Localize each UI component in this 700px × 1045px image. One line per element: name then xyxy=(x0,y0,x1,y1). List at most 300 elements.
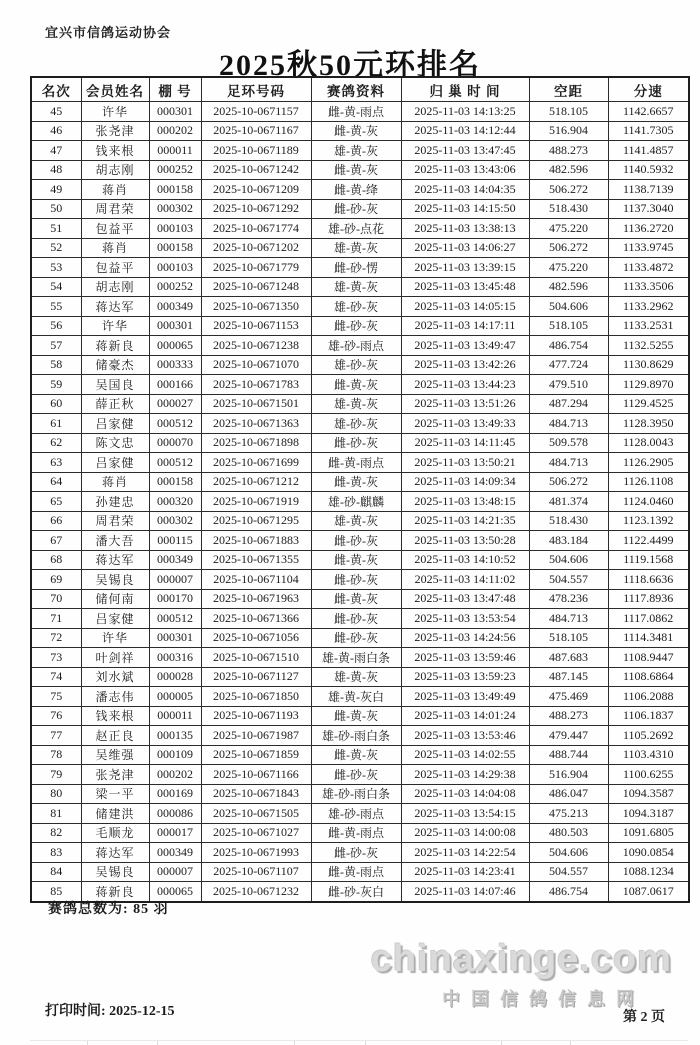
cell-return-time: 2025-11-03 13:48:15 xyxy=(401,492,529,512)
cell-pigeon-info: 雌-黄-灰 xyxy=(311,160,401,180)
cell-return-time: 2025-11-03 13:49:33 xyxy=(401,414,529,434)
cell-loft-number: 000170 xyxy=(149,589,201,609)
table-row xyxy=(31,511,689,531)
cell-rank: 69 xyxy=(31,570,81,590)
print-time: 打印时间: 2025-12-15 xyxy=(45,1004,175,1019)
cell-ring-number: 2025-10-0671056 xyxy=(201,628,311,648)
table-row xyxy=(31,687,689,707)
cell-loft-number: 000302 xyxy=(149,511,201,531)
cell-member-name: 周君荣 xyxy=(81,511,149,531)
table-row xyxy=(31,355,689,375)
cell-loft-number: 000028 xyxy=(149,667,201,687)
cell-pigeon-info: 雄-黄-灰 xyxy=(311,667,401,687)
table-header xyxy=(31,77,689,102)
cell-speed: 1130.8629 xyxy=(608,355,689,375)
cell-loft-number: 000301 xyxy=(149,316,201,336)
cell-ring-number: 2025-10-0671027 xyxy=(201,823,311,843)
cell-return-time: 2025-11-03 13:47:45 xyxy=(401,141,529,161)
table-row xyxy=(31,531,689,551)
cell-distance: 487.294 xyxy=(529,394,608,414)
cell-ring-number: 2025-10-0671127 xyxy=(201,667,311,687)
cell-distance: 482.596 xyxy=(529,160,608,180)
cell-ring-number: 2025-10-0671505 xyxy=(201,804,311,824)
cell-member-name: 蒋肖 xyxy=(81,472,149,492)
cell-ring-number: 2025-10-0671993 xyxy=(201,843,311,863)
cell-distance: 509.578 xyxy=(529,433,608,453)
cell-distance: 488.744 xyxy=(529,745,608,765)
cell-rank: 68 xyxy=(31,550,81,570)
cell-ring-number: 2025-10-0671107 xyxy=(201,862,311,882)
cell-distance: 518.105 xyxy=(529,316,608,336)
cell-return-time: 2025-11-03 14:10:52 xyxy=(401,550,529,570)
cell-pigeon-info: 雌-黄-灰 xyxy=(311,121,401,141)
table-row xyxy=(31,804,689,824)
cell-ring-number: 2025-10-0671898 xyxy=(201,433,311,453)
table-row xyxy=(31,199,689,219)
cell-member-name: 蒋新良 xyxy=(81,336,149,356)
cell-loft-number: 000158 xyxy=(149,238,201,258)
cell-rank: 45 xyxy=(31,102,81,122)
cell-rank: 65 xyxy=(31,492,81,512)
header-return-time: 归 巢 时 间 xyxy=(401,77,529,102)
cell-member-name: 叶剑祥 xyxy=(81,648,149,668)
cell-speed: 1137.3040 xyxy=(608,199,689,219)
cell-ring-number: 2025-10-0671238 xyxy=(201,336,311,356)
table-row xyxy=(31,219,689,239)
cell-ring-number: 2025-10-0671157 xyxy=(201,102,311,122)
cell-pigeon-info: 雌-黄-灰 xyxy=(311,550,401,570)
cell-distance: 516.904 xyxy=(529,121,608,141)
cell-return-time: 2025-11-03 14:07:46 xyxy=(401,882,529,902)
cell-speed: 1124.0460 xyxy=(608,492,689,512)
cell-loft-number: 000070 xyxy=(149,433,201,453)
cell-pigeon-info: 雄-黄-灰 xyxy=(311,141,401,161)
cell-member-name: 刘水斌 xyxy=(81,667,149,687)
cell-member-name: 蒋达军 xyxy=(81,550,149,570)
cell-loft-number: 000349 xyxy=(149,843,201,863)
cell-ring-number: 2025-10-0671209 xyxy=(201,180,311,200)
table-row xyxy=(31,160,689,180)
cell-member-name: 许华 xyxy=(81,316,149,336)
cell-return-time: 2025-11-03 14:06:27 xyxy=(401,238,529,258)
cell-distance: 487.683 xyxy=(529,648,608,668)
cell-ring-number: 2025-10-0671510 xyxy=(201,648,311,668)
cell-loft-number: 000065 xyxy=(149,882,201,902)
cell-ring-number: 2025-10-0671248 xyxy=(201,277,311,297)
cell-loft-number: 000103 xyxy=(149,258,201,278)
cell-rank: 56 xyxy=(31,316,81,336)
cell-rank: 78 xyxy=(31,745,81,765)
cell-loft-number: 000333 xyxy=(149,355,201,375)
cell-rank: 64 xyxy=(31,472,81,492)
cell-member-name: 储何南 xyxy=(81,589,149,609)
cell-return-time: 2025-11-03 13:44:23 xyxy=(401,375,529,395)
cell-member-name: 蒋肖 xyxy=(81,238,149,258)
cell-member-name: 吕家健 xyxy=(81,414,149,434)
cell-loft-number: 000086 xyxy=(149,804,201,824)
cell-loft-number: 000252 xyxy=(149,277,201,297)
cell-loft-number: 000301 xyxy=(149,102,201,122)
cell-return-time: 2025-11-03 13:53:54 xyxy=(401,609,529,629)
ranking-table xyxy=(30,76,690,903)
header-loft-number: 棚 号 xyxy=(149,77,201,102)
table-row xyxy=(31,843,689,863)
table-row xyxy=(31,862,689,882)
cell-distance: 504.606 xyxy=(529,843,608,863)
table-row xyxy=(31,297,689,317)
table-row xyxy=(31,277,689,297)
cell-speed: 1090.0854 xyxy=(608,843,689,863)
cell-distance: 518.430 xyxy=(529,511,608,531)
table-row xyxy=(31,394,689,414)
cell-return-time: 2025-11-03 13:53:46 xyxy=(401,726,529,746)
table-row xyxy=(31,414,689,434)
watermark-chinese-site-name: 中国信鸽信息网 xyxy=(442,989,645,1009)
cell-loft-number: 000349 xyxy=(149,297,201,317)
organization-name: 宜兴市信鸽运动协会 xyxy=(45,25,172,40)
cell-ring-number: 2025-10-0671070 xyxy=(201,355,311,375)
cell-distance: 475.213 xyxy=(529,804,608,824)
cell-rank: 66 xyxy=(31,511,81,531)
cell-ring-number: 2025-10-0671363 xyxy=(201,414,311,434)
cell-pigeon-info: 雌-黄-雨点 xyxy=(311,453,401,473)
cell-ring-number: 2025-10-0671189 xyxy=(201,141,311,161)
cell-speed: 1142.6657 xyxy=(608,102,689,122)
cell-distance: 486.754 xyxy=(529,882,608,902)
cell-member-name: 吴锡良 xyxy=(81,862,149,882)
cell-return-time: 2025-11-03 14:22:54 xyxy=(401,843,529,863)
cell-pigeon-info: 雄-黄-灰白 xyxy=(311,687,401,707)
cell-ring-number: 2025-10-0671212 xyxy=(201,472,311,492)
cell-ring-number: 2025-10-0671153 xyxy=(201,316,311,336)
cell-member-name: 蒋新良 xyxy=(81,882,149,902)
table-row xyxy=(31,102,689,122)
cell-speed: 1133.2531 xyxy=(608,316,689,336)
cell-return-time: 2025-11-03 14:29:38 xyxy=(401,765,529,785)
cell-ring-number: 2025-10-0671167 xyxy=(201,121,311,141)
cell-speed: 1103.4310 xyxy=(608,745,689,765)
cell-ring-number: 2025-10-0671963 xyxy=(201,589,311,609)
cell-rank: 49 xyxy=(31,180,81,200)
table-row xyxy=(31,316,689,336)
cell-rank: 72 xyxy=(31,628,81,648)
cell-return-time: 2025-11-03 14:23:41 xyxy=(401,862,529,882)
cell-ring-number: 2025-10-0671783 xyxy=(201,375,311,395)
cell-speed: 1126.1108 xyxy=(608,472,689,492)
cell-return-time: 2025-11-03 13:54:15 xyxy=(401,804,529,824)
table-row xyxy=(31,238,689,258)
cell-speed: 1133.2962 xyxy=(608,297,689,317)
table-row xyxy=(31,726,689,746)
cell-speed: 1136.2720 xyxy=(608,219,689,239)
cell-pigeon-info: 雄-砂-灰 xyxy=(311,414,401,434)
cell-loft-number: 000512 xyxy=(149,609,201,629)
cell-rank: 52 xyxy=(31,238,81,258)
cell-rank: 63 xyxy=(31,453,81,473)
cell-ring-number: 2025-10-0671242 xyxy=(201,160,311,180)
cell-loft-number: 000158 xyxy=(149,472,201,492)
cell-return-time: 2025-11-03 14:11:45 xyxy=(401,433,529,453)
cell-speed: 1129.4525 xyxy=(608,394,689,414)
cell-speed: 1088.1234 xyxy=(608,862,689,882)
watermark-chinaxinge-logo: chinaxinge.com xyxy=(370,938,672,980)
cell-ring-number: 2025-10-0671987 xyxy=(201,726,311,746)
cell-ring-number: 2025-10-0671699 xyxy=(201,453,311,473)
cell-member-name: 张尧津 xyxy=(81,121,149,141)
cell-distance: 504.557 xyxy=(529,862,608,882)
cell-member-name: 陈文忠 xyxy=(81,433,149,453)
table-row xyxy=(31,472,689,492)
cell-return-time: 2025-11-03 13:49:47 xyxy=(401,336,529,356)
cell-speed: 1114.3481 xyxy=(608,628,689,648)
cell-ring-number: 2025-10-0671843 xyxy=(201,784,311,804)
cell-pigeon-info: 雄-砂-雨白条 xyxy=(311,726,401,746)
header-pigeon-info: 赛鸽资料 xyxy=(311,77,401,102)
table-row xyxy=(31,492,689,512)
cell-pigeon-info: 雌-砂-灰 xyxy=(311,531,401,551)
cell-distance: 477.724 xyxy=(529,355,608,375)
cell-speed: 1105.2692 xyxy=(608,726,689,746)
cell-member-name: 孙建忠 xyxy=(81,492,149,512)
cell-pigeon-info: 雄-砂-雨点 xyxy=(311,336,401,356)
cell-return-time: 2025-11-03 14:04:35 xyxy=(401,180,529,200)
cell-rank: 61 xyxy=(31,414,81,434)
cell-member-name: 储建洪 xyxy=(81,804,149,824)
table-row xyxy=(31,433,689,453)
cell-distance: 475.220 xyxy=(529,219,608,239)
cell-speed: 1123.1392 xyxy=(608,511,689,531)
cell-member-name: 吴维强 xyxy=(81,745,149,765)
cell-rank: 77 xyxy=(31,726,81,746)
cell-distance: 481.374 xyxy=(529,492,608,512)
next-table-top-edge xyxy=(30,1040,688,1045)
cell-distance: 483.184 xyxy=(529,531,608,551)
cell-speed: 1133.9745 xyxy=(608,238,689,258)
cell-ring-number: 2025-10-0671350 xyxy=(201,297,311,317)
cell-member-name: 张尧津 xyxy=(81,765,149,785)
cell-rank: 81 xyxy=(31,804,81,824)
cell-return-time: 2025-11-03 14:15:50 xyxy=(401,199,529,219)
cell-ring-number: 2025-10-0671355 xyxy=(201,550,311,570)
cell-ring-number: 2025-10-0671850 xyxy=(201,687,311,707)
cell-pigeon-info: 雌-砂-灰 xyxy=(311,628,401,648)
cell-distance: 486.754 xyxy=(529,336,608,356)
cell-return-time: 2025-11-03 13:59:46 xyxy=(401,648,529,668)
cell-rank: 74 xyxy=(31,667,81,687)
cell-loft-number: 000027 xyxy=(149,394,201,414)
cell-member-name: 许华 xyxy=(81,102,149,122)
cell-distance: 475.469 xyxy=(529,687,608,707)
cell-loft-number: 000017 xyxy=(149,823,201,843)
cell-rank: 73 xyxy=(31,648,81,668)
cell-speed: 1128.3950 xyxy=(608,414,689,434)
cell-return-time: 2025-11-03 14:13:25 xyxy=(401,102,529,122)
cell-distance: 518.105 xyxy=(529,102,608,122)
cell-speed: 1132.5255 xyxy=(608,336,689,356)
cell-rank: 80 xyxy=(31,784,81,804)
cell-pigeon-info: 雄-砂-灰 xyxy=(311,355,401,375)
cell-loft-number: 000103 xyxy=(149,219,201,239)
cell-member-name: 周君荣 xyxy=(81,199,149,219)
cell-loft-number: 000202 xyxy=(149,765,201,785)
table-row xyxy=(31,589,689,609)
page-number: 第 2 页 xyxy=(623,1010,665,1025)
cell-pigeon-info: 雌-砂-灰 xyxy=(311,433,401,453)
cell-member-name: 蒋达军 xyxy=(81,297,149,317)
cell-ring-number: 2025-10-0671779 xyxy=(201,258,311,278)
cell-return-time: 2025-11-03 14:02:55 xyxy=(401,745,529,765)
cell-rank: 59 xyxy=(31,375,81,395)
cell-member-name: 毛顺龙 xyxy=(81,823,149,843)
cell-loft-number: 000252 xyxy=(149,160,201,180)
table-header-row xyxy=(31,77,689,102)
cell-rank: 60 xyxy=(31,394,81,414)
table-row xyxy=(31,667,689,687)
cell-distance: 482.596 xyxy=(529,277,608,297)
cell-rank: 67 xyxy=(31,531,81,551)
cell-rank: 57 xyxy=(31,336,81,356)
cell-ring-number: 2025-10-0671166 xyxy=(201,765,311,785)
cell-ring-number: 2025-10-0671202 xyxy=(201,238,311,258)
cell-pigeon-info: 雌-黄-绛 xyxy=(311,180,401,200)
cell-return-time: 2025-11-03 13:49:49 xyxy=(401,687,529,707)
cell-return-time: 2025-11-03 13:45:48 xyxy=(401,277,529,297)
header-member-name: 会员姓名 xyxy=(81,77,149,102)
cell-speed: 1108.6864 xyxy=(608,667,689,687)
ranking-table-body xyxy=(31,102,689,902)
cell-return-time: 2025-11-03 13:42:26 xyxy=(401,355,529,375)
cell-ring-number: 2025-10-0671859 xyxy=(201,745,311,765)
table-row xyxy=(31,609,689,629)
cell-loft-number: 000349 xyxy=(149,550,201,570)
cell-rank: 55 xyxy=(31,297,81,317)
cell-pigeon-info: 雌-黄-灰 xyxy=(311,589,401,609)
table-row xyxy=(31,628,689,648)
cell-pigeon-info: 雌-黄-灰 xyxy=(311,472,401,492)
cell-speed: 1141.4857 xyxy=(608,141,689,161)
cell-distance: 506.272 xyxy=(529,238,608,258)
cell-pigeon-info: 雄-砂-雨白条 xyxy=(311,784,401,804)
cell-loft-number: 000109 xyxy=(149,745,201,765)
cell-rank: 79 xyxy=(31,765,81,785)
cell-speed: 1133.4872 xyxy=(608,258,689,278)
cell-member-name: 薛正秋 xyxy=(81,394,149,414)
cell-pigeon-info: 雌-黄-灰 xyxy=(311,745,401,765)
cell-speed: 1129.8970 xyxy=(608,375,689,395)
cell-member-name: 储豪杰 xyxy=(81,355,149,375)
cell-member-name: 梁一平 xyxy=(81,784,149,804)
cell-speed: 1118.6636 xyxy=(608,570,689,590)
header-ring-number: 足环号码 xyxy=(201,77,311,102)
cell-distance: 479.447 xyxy=(529,726,608,746)
cell-ring-number: 2025-10-0671292 xyxy=(201,199,311,219)
cell-loft-number: 000011 xyxy=(149,141,201,161)
cell-return-time: 2025-11-03 14:24:56 xyxy=(401,628,529,648)
cell-return-time: 2025-11-03 14:17:11 xyxy=(401,316,529,336)
cell-return-time: 2025-11-03 13:50:21 xyxy=(401,453,529,473)
cell-distance: 516.904 xyxy=(529,765,608,785)
table-row xyxy=(31,648,689,668)
table-row xyxy=(31,765,689,785)
cell-rank: 48 xyxy=(31,160,81,180)
table-row xyxy=(31,258,689,278)
cell-distance: 506.272 xyxy=(529,472,608,492)
cell-speed: 1091.6805 xyxy=(608,823,689,843)
cell-distance: 475.220 xyxy=(529,258,608,278)
cell-distance: 487.145 xyxy=(529,667,608,687)
cell-speed: 1094.3187 xyxy=(608,804,689,824)
cell-rank: 84 xyxy=(31,862,81,882)
table-row xyxy=(31,823,689,843)
cell-pigeon-info: 雌-砂-灰 xyxy=(311,843,401,863)
cell-speed: 1126.2905 xyxy=(608,453,689,473)
page-title: 2025秋50元环排名 xyxy=(219,49,481,82)
cell-ring-number: 2025-10-0671232 xyxy=(201,882,311,902)
cell-ring-number: 2025-10-0671193 xyxy=(201,706,311,726)
cell-distance: 488.273 xyxy=(529,706,608,726)
cell-loft-number: 000169 xyxy=(149,784,201,804)
cell-rank: 50 xyxy=(31,199,81,219)
cell-pigeon-info: 雌-砂-灰 xyxy=(311,609,401,629)
cell-member-name: 潘志伟 xyxy=(81,687,149,707)
cell-member-name: 吕家健 xyxy=(81,609,149,629)
cell-speed: 1106.1837 xyxy=(608,706,689,726)
cell-member-name: 胡志刚 xyxy=(81,277,149,297)
cell-loft-number: 000512 xyxy=(149,453,201,473)
cell-member-name: 蒋达军 xyxy=(81,843,149,863)
cell-speed: 1108.9447 xyxy=(608,648,689,668)
cell-return-time: 2025-11-03 13:47:48 xyxy=(401,589,529,609)
cell-pigeon-info: 雌-黄-雨点 xyxy=(311,862,401,882)
cell-pigeon-info: 雄-砂-灰 xyxy=(311,297,401,317)
cell-loft-number: 000316 xyxy=(149,648,201,668)
cell-member-name: 包益平 xyxy=(81,258,149,278)
cell-rank: 53 xyxy=(31,258,81,278)
header-distance: 空距 xyxy=(529,77,608,102)
cell-pigeon-info: 雌-黄-雨点 xyxy=(311,102,401,122)
cell-rank: 62 xyxy=(31,433,81,453)
cell-speed: 1117.0862 xyxy=(608,609,689,629)
cell-rank: 76 xyxy=(31,706,81,726)
cell-member-name: 包益平 xyxy=(81,219,149,239)
header-speed: 分速 xyxy=(608,77,689,102)
cell-rank: 85 xyxy=(31,882,81,902)
cell-loft-number: 000135 xyxy=(149,726,201,746)
cell-loft-number: 000007 xyxy=(149,862,201,882)
cell-return-time: 2025-11-03 14:11:02 xyxy=(401,570,529,590)
cell-distance: 486.047 xyxy=(529,784,608,804)
cell-speed: 1087.0617 xyxy=(608,882,689,902)
cell-loft-number: 000007 xyxy=(149,570,201,590)
cell-member-name: 潘大吾 xyxy=(81,531,149,551)
cell-distance: 504.606 xyxy=(529,550,608,570)
cell-return-time: 2025-11-03 13:50:28 xyxy=(401,531,529,551)
table-row xyxy=(31,745,689,765)
cell-pigeon-info: 雌-黄-灰 xyxy=(311,375,401,395)
cell-rank: 51 xyxy=(31,219,81,239)
cell-loft-number: 000301 xyxy=(149,628,201,648)
cell-distance: 484.713 xyxy=(529,609,608,629)
cell-loft-number: 000005 xyxy=(149,687,201,707)
cell-ring-number: 2025-10-0671919 xyxy=(201,492,311,512)
cell-speed: 1094.3587 xyxy=(608,784,689,804)
cell-return-time: 2025-11-03 14:21:35 xyxy=(401,511,529,531)
cell-pigeon-info: 雌-黄-雨点 xyxy=(311,823,401,843)
table-row xyxy=(31,570,689,590)
cell-ring-number: 2025-10-0671366 xyxy=(201,609,311,629)
cell-speed: 1106.2088 xyxy=(608,687,689,707)
cell-member-name: 蒋肖 xyxy=(81,180,149,200)
